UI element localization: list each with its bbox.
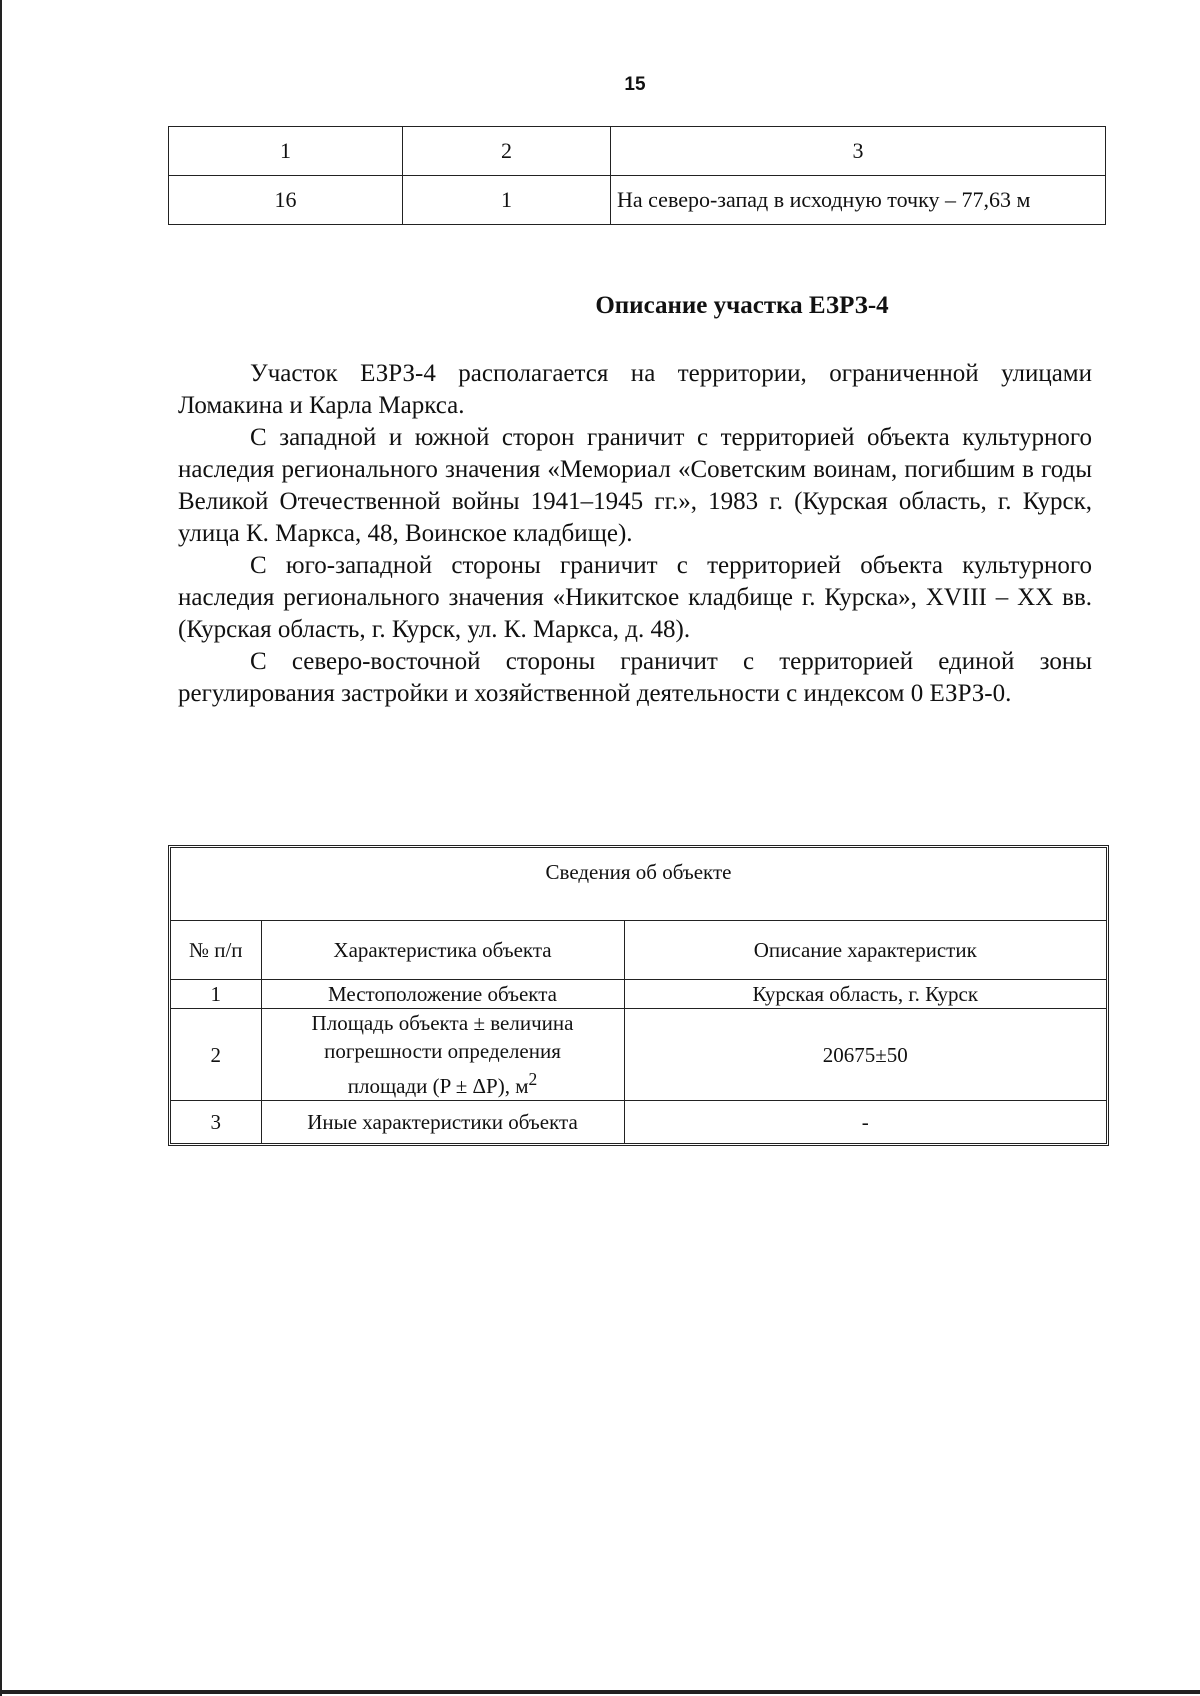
section-body xyxy=(178,358,1092,710)
section-title: Описание участка ЕЗРЗ-4 xyxy=(595,292,889,319)
table-caption: Сведения об объекте xyxy=(171,848,1106,921)
characteristic-cell: Местоположение объекта xyxy=(261,980,624,1009)
table-row xyxy=(171,1101,1106,1144)
superscript: 2 xyxy=(528,1069,538,1089)
table-cell: На северо-запад в исходную точку – 77,63 м xyxy=(611,176,1106,225)
scan-left-edge xyxy=(0,0,2,1696)
description-cell: 20675±50 xyxy=(624,1009,1106,1101)
paragraph: С северо-восточной стороны граничит с территорией единой зоны регулирования застройки и хозяйственной деятельности с индексом 0 ЕЗРЗ-0. xyxy=(178,648,1092,707)
column-header: № п/п xyxy=(171,921,261,980)
characteristic-cell xyxy=(261,1009,624,1101)
object-info-table xyxy=(171,848,1106,1143)
characteristic-cell: Иные характеристики объекта xyxy=(261,1101,624,1144)
table-row xyxy=(171,980,1106,1009)
paragraph: Участок ЕЗРЗ-4 располагается на территории, ограниченной улицами Ломакина и Карла Маркса. xyxy=(178,360,1092,419)
description-cell: Курская область, г. Курск xyxy=(624,980,1106,1009)
characteristic-line: площади (P ± ΔP), м xyxy=(347,1074,529,1098)
row-number: 2 xyxy=(171,1009,261,1101)
column-header: Характеристика объекта xyxy=(261,921,624,980)
column-header: Описание характеристик xyxy=(624,921,1106,980)
row-number: 1 xyxy=(171,980,261,1009)
scan-bottom-edge xyxy=(0,1690,1200,1694)
table-cell: 1 xyxy=(403,176,611,225)
table-cell: 1 xyxy=(169,127,403,176)
table-header-row xyxy=(171,921,1106,980)
table-row xyxy=(171,1009,1106,1101)
table-row xyxy=(169,127,1106,176)
page-number: 15 xyxy=(624,74,646,95)
table-cell: 16 xyxy=(169,176,403,225)
characteristic-line: Площадь объекта ± величина xyxy=(311,1011,574,1035)
characteristic-line: погрешности определения xyxy=(324,1039,561,1063)
continuation-table xyxy=(168,126,1106,225)
table-cell: 2 xyxy=(403,127,611,176)
table-cell: 3 xyxy=(611,127,1106,176)
table-row xyxy=(169,176,1106,225)
row-number: 3 xyxy=(171,1101,261,1144)
description-cell: - xyxy=(624,1101,1106,1144)
paragraph: С юго-западной стороны граничит с территорией объекта культурного наследия регионального значения «Никитское кладбище г. Курска», XVIII – XX вв. (Курская область, г. Курск, ул. К. Маркса, д. 48). xyxy=(178,552,1092,643)
object-info-table-frame xyxy=(168,845,1109,1146)
paragraph: С западной и южной сторон граничит с территорией объекта культурного наследия регионального значения «Мемориал «Советским воинам, погибшим в годы Великой Отечественной войны 1941–1945 гг.», 1983 г. (Курская область, г. Курск, улица К. Маркса, 48, Воинское кладбище). xyxy=(178,424,1092,547)
